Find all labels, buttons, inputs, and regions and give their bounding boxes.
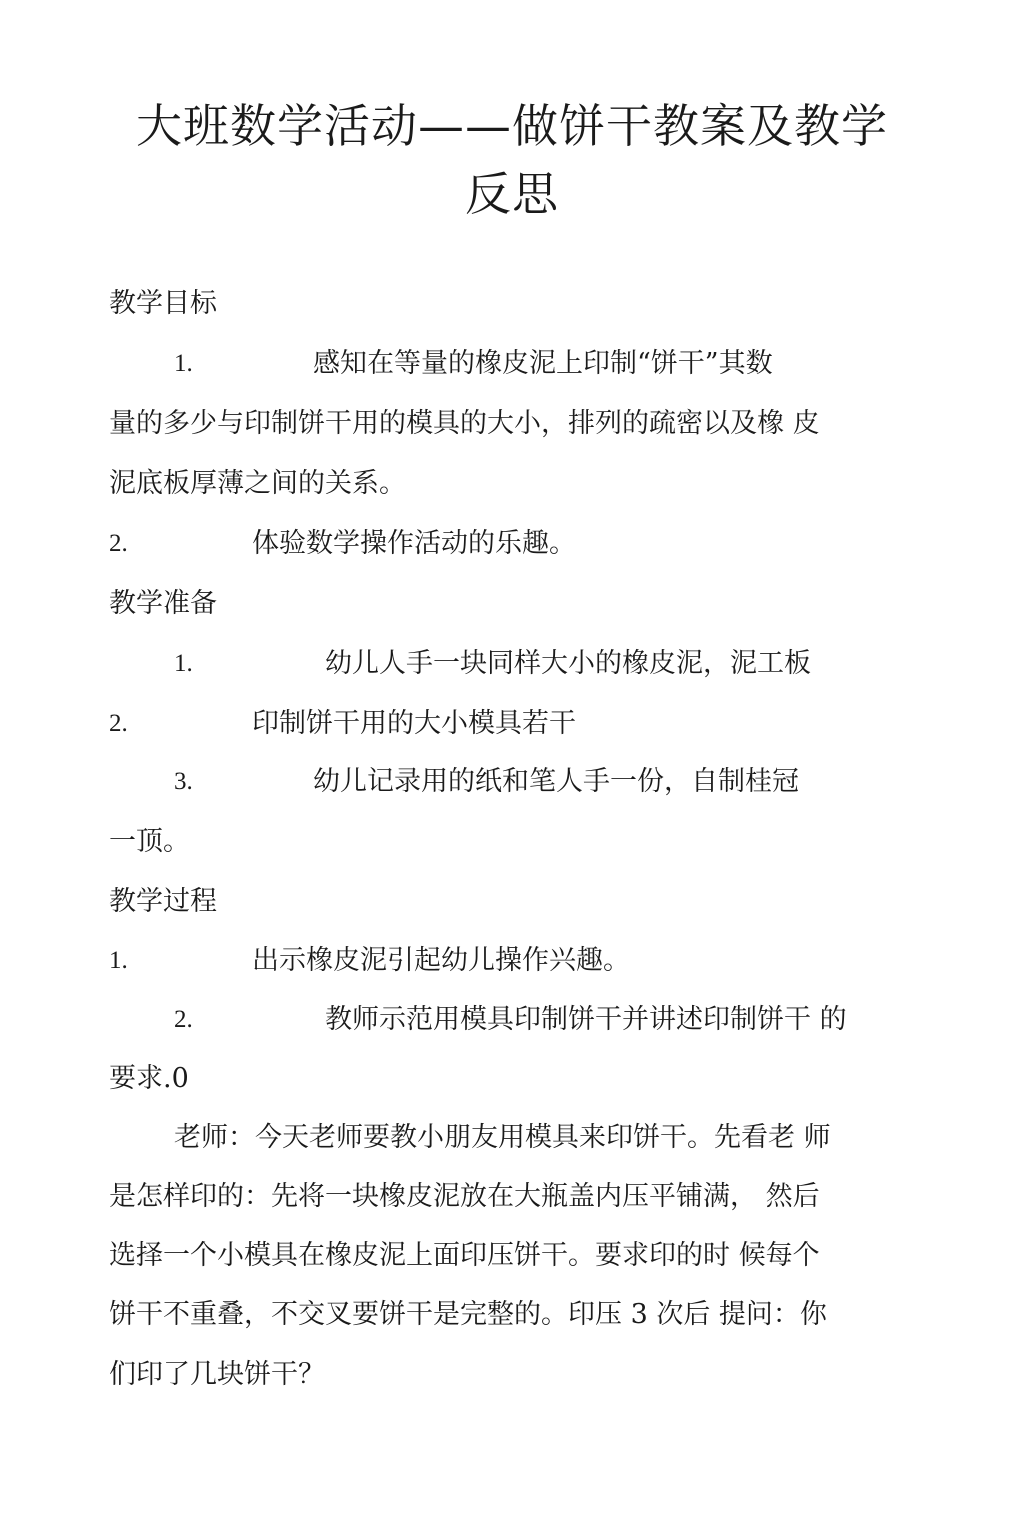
process-item2-number: 2. <box>174 1006 193 1033</box>
document-title-line1: 大班数学活动——做饼干教案及教学 <box>136 99 888 153</box>
goal-item2-text: 体验数学操作活动的乐趣。 <box>252 528 576 559</box>
prep-item3-line2: 一顶。 <box>109 826 190 857</box>
process-paragraph-line1: 老师：今天老师要教小朋友用模具来印饼干。先看老 师 <box>174 1122 831 1153</box>
goal-item1-number: 1. <box>174 350 193 377</box>
goal-item2-number: 2. <box>109 530 128 557</box>
process-paragraph-line2: 是怎样印的：先将一块橡皮泥放在大瓶盖内压平铺满， 然后 <box>109 1181 820 1212</box>
prep-item3-number: 3. <box>174 768 193 795</box>
goal-item1-line1: 感知在等量的橡皮泥上印制“饼干”其数 <box>313 348 773 379</box>
process-item1-text: 出示橡皮泥引起幼儿操作兴趣。 <box>252 945 630 976</box>
prep-item1-number: 1. <box>174 650 193 677</box>
goal-item1-line2: 量的多少与印制饼干用的模具的大小，排列的疏密以及橡 皮 <box>109 408 820 439</box>
document-title-line2: 反思 <box>465 167 559 221</box>
process-item2-line2: 要求.0 <box>109 1063 189 1094</box>
prep-item1-text: 幼儿人手一块同样大小的橡皮泥，泥工板 <box>325 648 811 679</box>
process-paragraph-line5: 们印了几块饼干？ <box>109 1359 325 1390</box>
process-paragraph-line3: 选择一个小模具在橡皮泥上面印压饼干。要求印的时 候每个 <box>109 1240 820 1271</box>
goal-item1-line3: 泥底板厚薄之间的关系。 <box>109 468 406 499</box>
section-heading-process: 教学过程 <box>109 886 217 917</box>
process-item2-line1: 教师示范用模具印制饼干并讲述印制饼干 的 <box>325 1004 847 1035</box>
process-paragraph-line4: 饼干不重叠，不交叉要饼干是完整的。印压 3 次后 提问：你 <box>109 1299 827 1330</box>
prep-item3-line1: 幼儿记录用的纸和笔人手一份，自制桂冠 <box>313 766 799 797</box>
prep-item2-text: 印制饼干用的大小模具若干 <box>252 708 576 739</box>
process-item1-number: 1. <box>109 947 128 974</box>
prep-item2-number: 2. <box>109 710 128 737</box>
section-heading-goals: 教学目标 <box>109 288 217 319</box>
section-heading-preparation: 教学准备 <box>109 588 217 619</box>
